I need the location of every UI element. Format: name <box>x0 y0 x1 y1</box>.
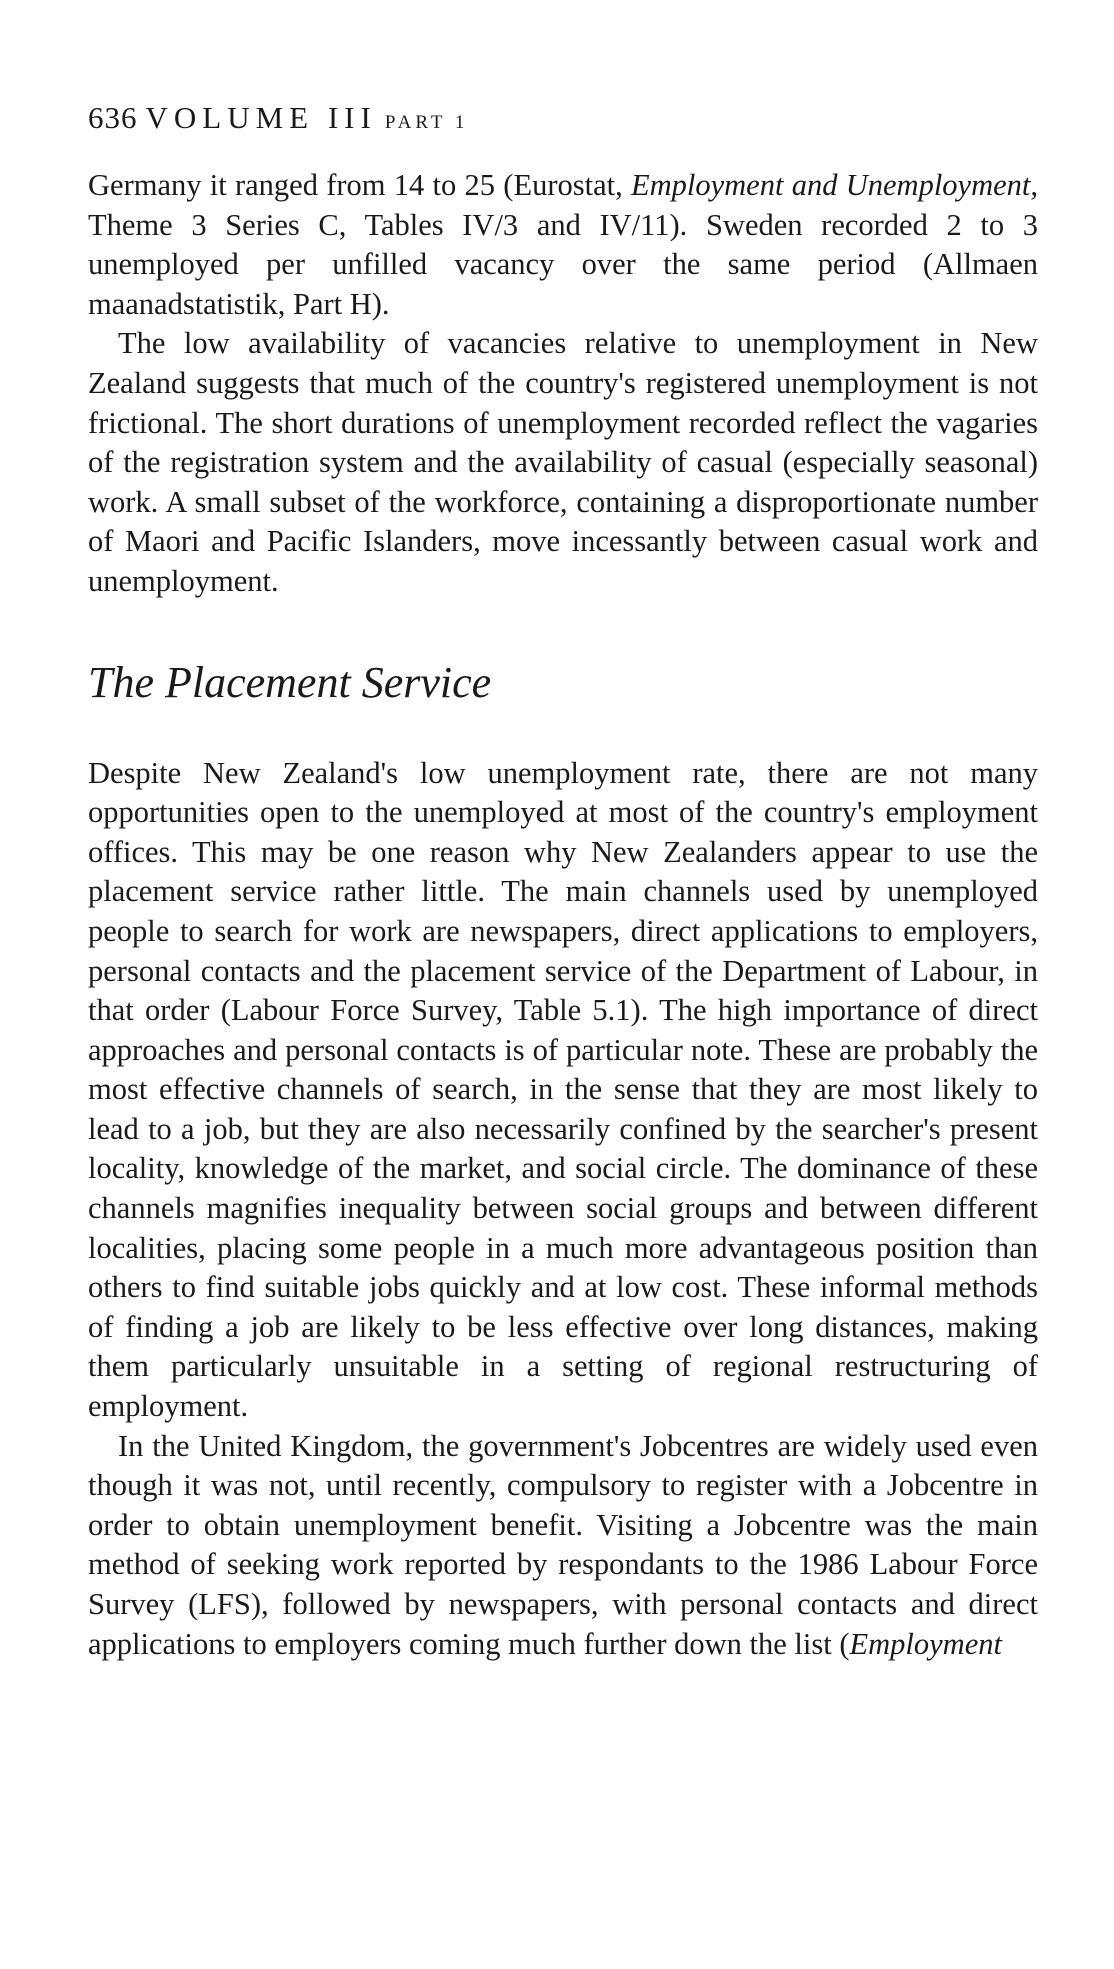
paragraph-text: Germany it ranged from 14 to 25 (Eurostat, <box>88 168 631 202</box>
paragraph-text: In the United Kingdom, the government's Jobcentres are widely used even though it was not, until recently, compulsory to register with a Jobcentre in order to obtain unemployment benefit. Visiting a Jobcentre was the main method of seeking work reported by respondants to the 1986 Labour Force Survey (LFS), followed by newspapers, with personal contacts and direct applications to employers coming much further down the list ( <box>88 1428 1038 1661</box>
paragraph: Despite New Zealand's low unemployment rate, there are not many opportunities open to the unemployed at most of the country's employment offices. This may be one reason why New Zealanders appear to use the placement service rather little. The main channels used by unemployed people to search for work are newspapers, direct applications to employers, personal contacts and the placement service of the Department of Labour, in that order (Labour Force Survey, Table 5.1). The high importance of direct approaches and personal contacts is of particular note. These are probably the most effective channels of search, in the sense that they are most likely to lead to a job, but they are also necessarily confined by the searcher's present locality, knowledge of the market, and social circle. The dominance of these channels magnifies inequality between social groups and between different localities, placing some people in a much more advantageous position than others to find suitable jobs quickly and at low cost. These informal methods of finding a job are likely to be less effective over long distances, making them particularly unsuitable in a setting of regional restructuring of employment. <box>88 755 1038 1424</box>
paragraph-text: Theme 3 Series C, Tables IV/3 and IV/11). Sweden recorded 2 to 3 unemployed per unfilled vacancy over the same period (Allmaen maanadstatistik, Part H). <box>88 207 1038 321</box>
paragraph: The low availability of vacancies relative to unemployment in New Zealand suggests that much of the country's registered unemployment is not frictional. The short durations of unemployment recorded reflect the vagaries of the registration system and the availability of casual (especially seasonal) work. A small subset of the workforce, containing a disproportionate number of Maori and Pacific Islanders, move incessantly between casual work and unemployment. <box>88 326 1038 598</box>
citation-title: Employment and Unemployment, <box>630 168 1038 202</box>
running-head <box>88 100 1038 136</box>
volume-label: VOLUME III <box>145 100 377 135</box>
page-number: 636 <box>88 100 138 135</box>
paragraph-continued <box>88 166 1038 324</box>
part-label: PART 1 <box>384 112 469 133</box>
paragraph <box>88 1427 1038 1665</box>
section-heading: The Placement Service <box>88 657 492 707</box>
citation-title: Employment <box>849 1626 1002 1661</box>
book-page <box>88 100 1038 1664</box>
